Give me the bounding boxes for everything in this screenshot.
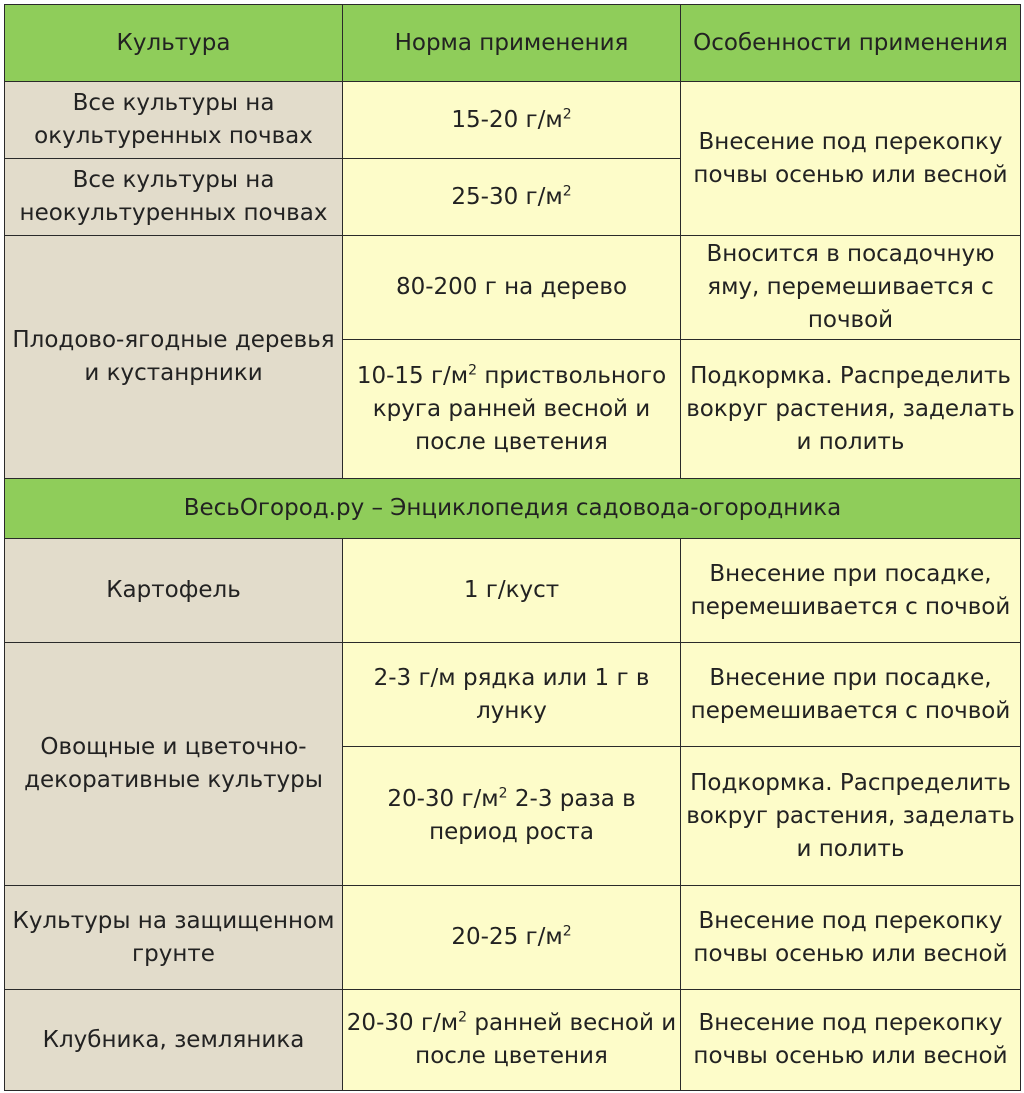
table-row [5,236,1021,340]
crop-cell: Плодово-ягодные деревья и кустанрники [5,236,343,479]
banner-row [5,479,1021,539]
feature-cell: Внесение под перекопку почвы осенью или весной [681,82,1021,236]
superscript: 2 [498,785,508,802]
norm-cell [343,82,681,159]
norm-cell: 1 г/куст [343,539,681,643]
table-row [5,643,1021,747]
superscript: 2 [562,105,572,122]
norm-text: 25-30 г/м [451,183,563,210]
norm-text: 20-30 г/м [387,786,499,812]
norm-text: 10-15 г/м [356,362,469,389]
crop-cell: Все культуры на окультуренных почвах [5,82,343,159]
table-row [5,990,1021,1091]
header-crop: Культура [5,5,343,82]
banner-text: ВесьОгород.ру – Энциклопедия садовода-огородника [5,479,1021,539]
feature-cell: Внесение под перекопку почвы осенью или весной [681,990,1021,1091]
feature-cell: Внесение при посадке, перемешивается с почвой [681,643,1021,747]
header-features: Особенности применения [681,5,1021,82]
norm-text: 15-20 г/м [451,106,563,133]
crop-cell: Овощные и цветочно-декоративные культуры [5,643,343,886]
table-row [5,886,1021,990]
feature-cell: Подкормка. Распределить вокруг растения, заделать и полить [681,340,1021,479]
norm-cell [343,159,681,236]
superscript: 2 [562,182,572,199]
feature-cell: Вносится в посадочную яму, перемешивается с почвой [681,236,1021,340]
superscript: 2 [458,1009,468,1026]
norm-cell [343,747,681,886]
norm-text: 2-3 раза в период роста [429,786,636,845]
crop-cell: Картофель [5,539,343,643]
norm-cell [343,990,681,1091]
header-row [5,5,1021,82]
superscript: 2 [562,923,572,940]
fertilizer-table [4,4,1021,1091]
crop-cell: Все культуры на неокультуренных почвах [5,159,343,236]
header-norm: Норма применения [343,5,681,82]
feature-cell: Внесение под перекопку почвы осенью или весной [681,886,1021,990]
norm-text: приствольного круга ранней весной и после цветения [372,362,667,455]
norm-cell [343,340,681,479]
superscript: 2 [468,361,478,378]
norm-text: 20-25 г/м [451,924,563,950]
norm-text: 20-30 г/м [346,1010,459,1036]
norm-cell: 80-200 г на дерево [343,236,681,340]
feature-cell: Внесение при посадке, перемешивается с почвой [681,539,1021,643]
norm-cell: 2-3 г/м рядка или 1 г в лунку [343,643,681,747]
table-row [5,82,1021,159]
crop-cell: Клубника, земляника [5,990,343,1091]
norm-cell [343,886,681,990]
crop-cell: Культуры на защищенном грунте [5,886,343,990]
norm-text: ранней весной и после цветения [415,1010,677,1069]
table-row [5,539,1021,643]
feature-cell: Подкормка. Распределить вокруг растения, заделать и полить [681,747,1021,886]
